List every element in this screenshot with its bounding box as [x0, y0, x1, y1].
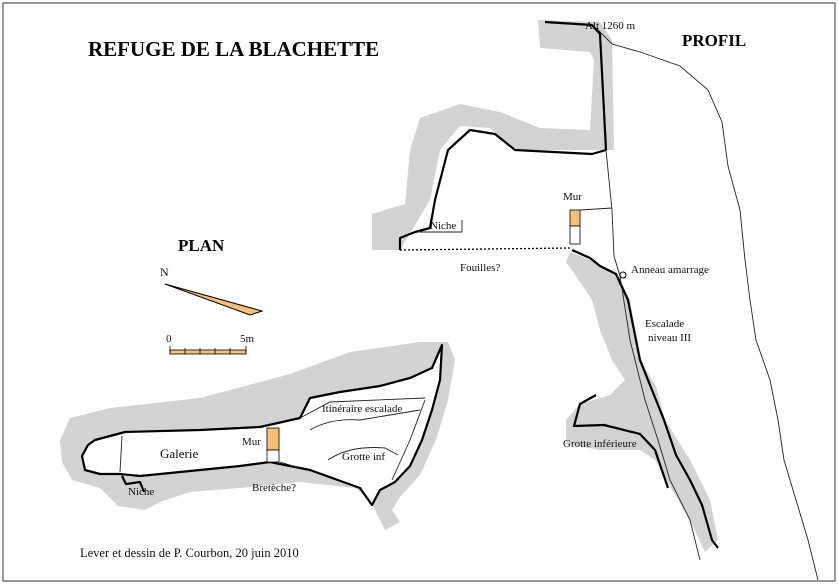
north-arrow-icon: [165, 284, 262, 315]
profil-floor: [400, 248, 572, 250]
fouilles-label: Fouilles?: [460, 262, 501, 274]
anneau-icon: [620, 272, 626, 278]
profil-niche-label: Niche: [430, 220, 457, 232]
page-title: REFUGE DE LA BLACHETTE: [88, 37, 380, 61]
anneau-label: Anneau amarrage: [631, 264, 709, 276]
plan-wall-opening: [267, 450, 279, 462]
galerie-label: Galerie: [160, 446, 199, 461]
plan-wall: [267, 428, 279, 450]
plan-mur-label: Mur: [242, 436, 261, 448]
plan-heading: PLAN: [178, 236, 225, 255]
escalade-label-1: Escalade: [645, 318, 685, 330]
scale-rule: [170, 350, 246, 354]
profil-wall-cap: [580, 208, 612, 210]
plan-niche-label: Niche: [128, 486, 155, 498]
profil-wall: [570, 210, 580, 226]
profil-rock-lower: [566, 252, 718, 552]
profil-view: [372, 20, 818, 580]
credit-line: Lever et dessin de P. Courbon, 20 juin 2010: [80, 546, 299, 560]
breteche-label: Bretèche?: [252, 482, 296, 494]
north-label: N: [160, 265, 169, 279]
altitude-label: Alt 1260 m: [585, 20, 636, 32]
profil-heading: PROFIL: [682, 31, 747, 50]
scale-start-label: 0: [166, 333, 172, 345]
profil-wall-opening: [570, 226, 580, 244]
plan-view: [60, 342, 455, 530]
grotte-inferieure-label: Grotte inférieure: [563, 438, 637, 450]
grotte-inf-label: Grotte inf: [342, 451, 386, 463]
scale-end-label: 5m: [240, 333, 255, 345]
itineraire-label: Itinéraire escalade: [322, 403, 403, 415]
profil-mur-label: Mur: [563, 191, 582, 203]
scale-bar: [166, 333, 255, 354]
escalade-label-2: niveau III: [648, 332, 692, 344]
